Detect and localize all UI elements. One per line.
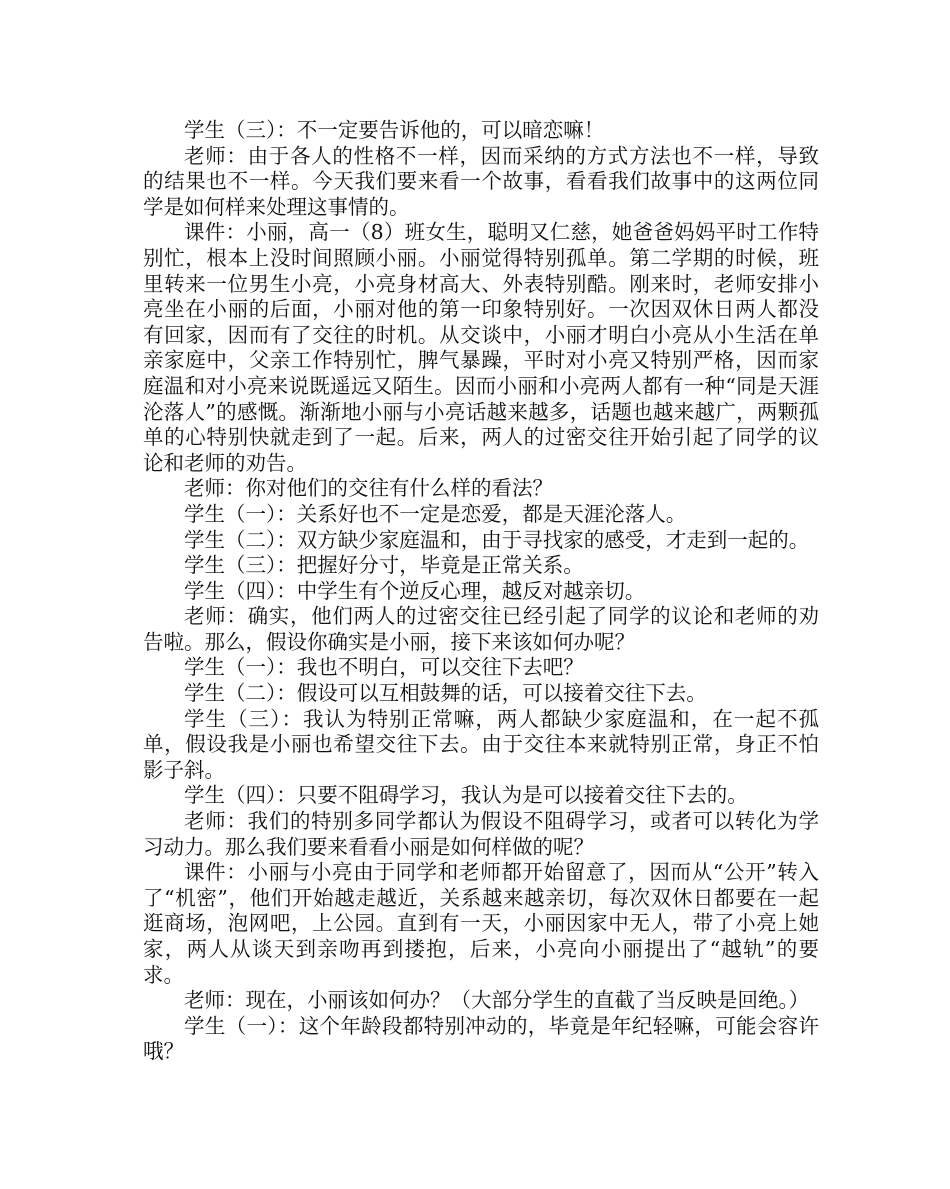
paragraph: 学生（一）：我也不明白，可以交往下去吧？ — [184, 655, 584, 680]
paragraph: 学生（四）：只要不阻碍学习，我认为是可以接着交往下去的。 — [184, 783, 748, 808]
paragraph: 学生（三）：我认为特别正常嘛，两人都缺少家庭温和，在一起不孤单，假设我是小丽也希望交往下去。由于交往本来就特别正常，身正不怕影子斜。 — [143, 706, 819, 782]
paragraph: 学生（二）：双方缺少家庭温和，由于寻找家的感受，才走到一起的。 — [184, 527, 810, 552]
paragraph: 老师：确实，他们两人的过密交往已经引起了同学的议论和老师的劝告啦。那么，假设你确实是小丽，接下来该如何办呢？ — [143, 604, 819, 654]
paragraph: 学生（三）：把握好分寸，毕竟是正常关系。 — [184, 553, 584, 578]
paragraph: 学生（四）：中学生有个逆反心理，越反对越亲切。 — [184, 578, 646, 603]
document-body — [143, 118, 819, 1065]
paragraph: 学生（二）：假设可以互相鼓舞的话，可以接着交往下去。 — [184, 681, 707, 706]
paragraph: 老师：你对他们的交往有什么样的看法？ — [184, 476, 553, 501]
paragraph: 老师：我们的特别多同学都认为假设不阻碍学习，或者可以转化为学习动力。那么我们要来看看小丽是如何样做的呢？ — [143, 809, 819, 859]
paragraph: 老师：由于各人的性格不一样，因而采纳的方式方法也不一样，导致的结果也不一样。今天我们要来看一个故事，看看我们故事中的这两位同学是如何样来处理这事情的。 — [143, 143, 819, 219]
paragraph: 课件：小丽，高一（8）班女生，聪明又仁慈，她爸爸妈妈平时工作特别忙，根本上没时间照顾小丽。小丽觉得特别孤单。第二学期的时候，班里转来一位男生小亮，小亮身材高大、外表特别酷。刚来时，老师安排小亮坐在小丽的后面，小丽对他的第一印象特别好。一次因双休日两人都没有回家，因而有了交往的时机。从交谈中，小丽才明白小亮从小生活在单亲家庭中，父亲工作特别忙，脾气暴躁，平时对小亮又特别严格，因而家庭温和对小亮来说既遥远又陌生。因而小丽和小亮两人都有一种“同是天涯沦落人”的感慨。渐渐地小丽与小亮话越来越多，话题也越来越广，两颗孤单的心特别快就走到了一起。后来，两人的过密交往开始引起了同学的议论和老师的劝告。 — [143, 220, 819, 475]
paragraph: 学生（一）：关系好也不一定是恋爱，都是天涯沦落人。 — [184, 501, 687, 526]
paragraph: 老师：现在，小丽该如何办？（大部分学生的直截了当反映是回绝。） — [184, 988, 810, 1013]
paragraph: 学生（一）：这个年龄段都特别冲动的，毕竟是年纪轻嘛，可能会容许哦？ — [143, 1013, 819, 1064]
paragraph: 学生（三）：不一定要告诉他的，可以暗恋嘛！ — [184, 118, 605, 142]
paragraph: 课件：小丽与小亮由于同学和老师都开始留意了，因而从“公开”转入了“机密”，他们开始越走越近，关系越来越亲切，每次双休日都要在一起逛商场，泡网吧，上公园。直到有一天，小丽因家中无人，带了小亮上她家，两人从谈天到亲吻再到搂抱，后来，小亮向小丽提出了“越轨”的要求。 — [143, 860, 819, 987]
